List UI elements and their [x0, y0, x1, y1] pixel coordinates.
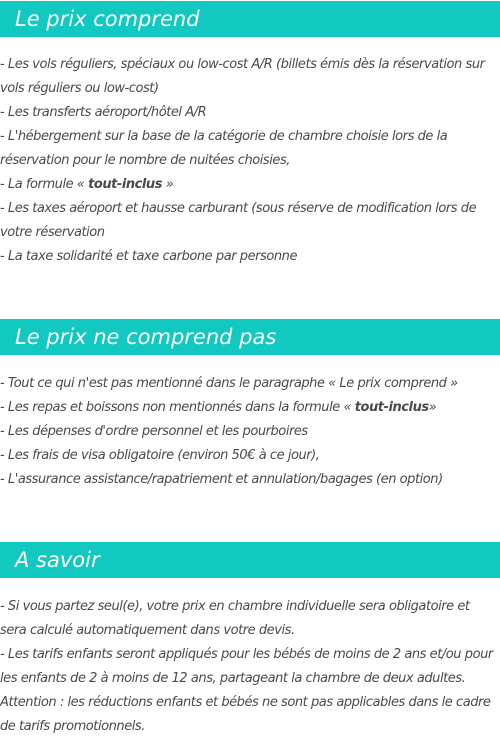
list-item: vols réguliers ou low-cost): [0, 81, 159, 96]
section-content-prix-ne-comprend-pas: [0, 372, 500, 492]
section-content-prix-comprend: [0, 53, 500, 269]
bold-term: tout-inclus: [88, 177, 163, 192]
list-item: Attention : les réductions enfants et bébés ne sont pas applicables dans le cadre: [0, 695, 491, 710]
list-item: - Les repas et boissons non mentionnés dans la formule « tout-inclus»: [0, 400, 437, 415]
list-item: - Les vols réguliers, spéciaux ou low-cost A/R (billets émis dès la réservation sur: [0, 57, 485, 72]
list-item: les enfants de 2 à moins de 12 ans, partageant la chambre de deux adultes.: [0, 671, 466, 686]
bold-term: tout-inclus: [354, 400, 429, 415]
section-header-prix-ne-comprend-pas: Le prix ne comprend pas: [0, 319, 500, 355]
list-item: de tarifs promotionnels.: [0, 719, 145, 734]
list-item: - La formule « tout-inclus »: [0, 177, 174, 192]
list-item: - Les frais de visa obligatoire (environ 50€ à ce jour),: [0, 448, 320, 463]
list-item: - Les dépenses d'ordre personnel et les pourboires: [0, 424, 308, 439]
list-item: - L'assurance assistance/rapatriement et annulation/bagages (en option): [0, 472, 443, 487]
section-header-prix-comprend: Le prix comprend: [0, 1, 500, 37]
list-item: votre réservation: [0, 225, 105, 240]
list-item: - Si vous partez seul(e), votre prix en chambre individuelle sera obligatoire et: [0, 599, 470, 614]
list-item: - La taxe solidarité et taxe carbone par personne: [0, 249, 297, 264]
section-header-a-savoir: A savoir: [0, 542, 500, 578]
list-item: réservation pour le nombre de nuitées choisies,: [0, 153, 290, 168]
list-item: - L'hébergement sur la base de la catégorie de chambre choisie lors de la: [0, 129, 448, 144]
list-item: - Les tarifs enfants seront appliqués pour les bébés de moins de 2 ans et/ou pour: [0, 647, 493, 662]
list-item: - Tout ce qui n'est pas mentionné dans le paragraphe « Le prix comprend »: [0, 376, 458, 391]
list-item: sera calculé automatiquement dans votre devis.: [0, 623, 295, 638]
list-item: - Les taxes aéroport et hausse carburant (sous réserve de modification lors de: [0, 201, 477, 216]
section-content-a-savoir: [0, 595, 500, 739]
list-item: - Les transferts aéroport/hôtel A/R: [0, 105, 207, 120]
